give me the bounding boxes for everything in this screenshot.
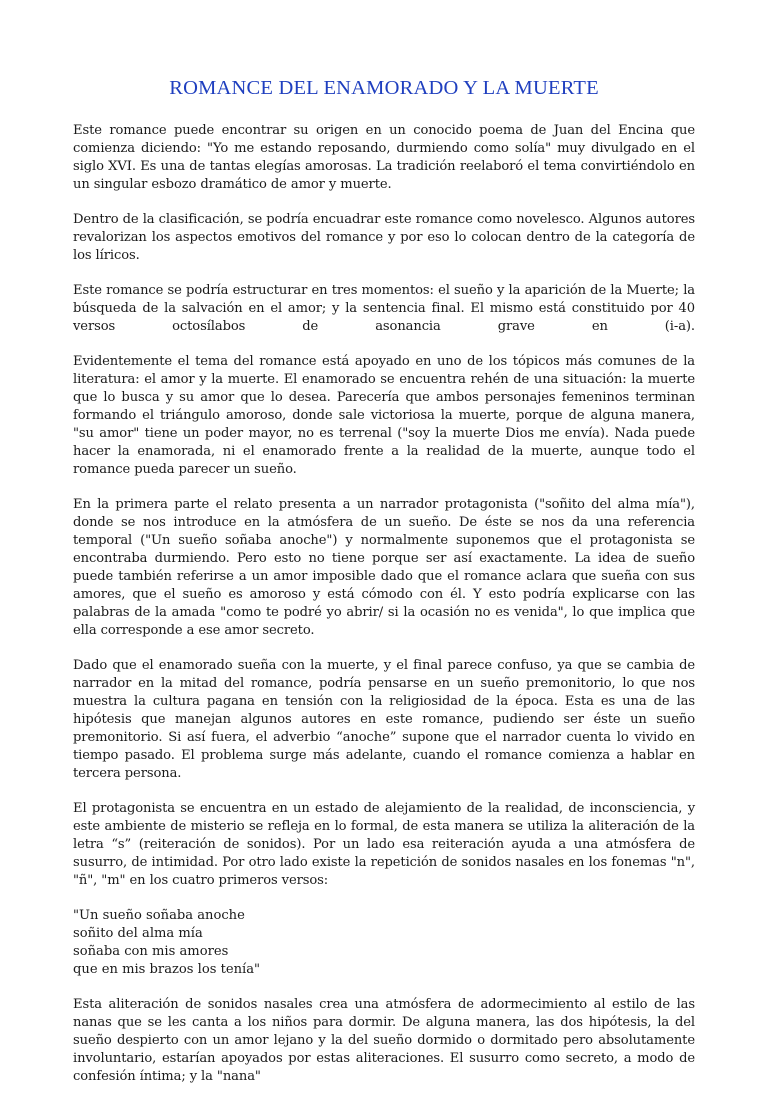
paragraph-first-part: En la primera parte el relato presenta a un narrador protagonista ("soñito del alma mía"), donde se nos introduce en la atmósfera de un sueño. De éste se nos da una referencia temporal ("Un sueño soñaba anoche") y normalmente suponemos que el protagonista se encontraba durmiendo. Pero esto no tiene porque ser así exactamente. La idea de sueño puede también referirse a un amor imposible dado que el romance aclara que sueña con sus amores, que el sueño es amoroso y está cómodo con él. Y esto podría explicarse con las palabras de la amada "como te podré yo abrir/ si la ocasión no es venida", lo que implica que ella corresponde a ese amor secreto.	[73, 497, 695, 638]
verse-line: que en mis brazos los tenía"	[73, 962, 261, 977]
paragraph-theme: Evidentemente el tema del romance está apoyado en uno de los tópicos más comunes de la literatura: el amor y la muerte. El enamorado se encuentra rehén de una situación: la muerte que lo busca y su amor que lo desea. Parecería que ambos personajes femeninos terminan formando el triángulo amoroso, donde sale victoriosa la muerte, porque de alguna manera, "su amor" tiene un poder mayor, no es terrenal ("soy la muerte Dios me envía). Nada puede hacer la enamorada, ni el enamorado frente a la realidad de la muerte, aunque todo el romance pueda parecer un sueño.	[73, 354, 695, 477]
paragraph-structure: Este romance se podría estructurar en tres momentos: el sueño y la aparición de la Muerte; la búsqueda de la salvación en el amor; y la sentencia final. El mismo está constituido por 40 versos octosílabos de asonancia grave en (i-a).	[73, 283, 695, 334]
paragraph-hypothesis: Dado que el enamorado sueña con la muerte, y el final parece confuso, ya que se cambia de narrador en la mitad del romance, podría pensarse en un sueño premonitorio, lo que nos muestra la cultura pagana en tensión con la religiosidad de la época. Esta es una de las hipótesis que manejan algunos autores en este romance, pudiendo ser éste un sueño premonitorio. Si así fuera, el adverbio “anoche” supone que el narrador cuenta lo vivido en tiempo pasado. El problema surge más adelante, cuando el romance comienza a hablar en tercera persona.	[73, 658, 695, 781]
verse-quote	[73, 907, 695, 979]
document-page	[73, 76, 695, 1103]
verse-line: soñito del alma mía	[73, 926, 203, 941]
document-title: ROMANCE DEL ENAMORADO Y LA MUERTE	[169, 77, 599, 99]
paragraph-classification: Dentro de la clasificación, se podría encuadrar este romance como novelesco. Algunos autores revalorizan los aspectos emotivos del romance y por eso lo colocan dentro de la categoría de los líricos.	[73, 212, 695, 263]
paragraph-origin: Este romance puede encontrar su origen en un conocido poema de Juan del Encina que comienza diciendo: "Yo me estando reposando, durmiendo como solía" muy divulgado en el siglo XVI. Es una de tantas elegías amorosas. La tradición reelaboró el tema convirtiéndolo en un singular esbozo dramático de amor y muerte.	[73, 123, 695, 192]
paragraph-nasal-sounds: Esta aliteración de sonidos nasales crea una atmósfera de adormecimiento al estilo de las nanas que se les canta a los niños para dormir. De alguna manera, las dos hipótesis, la del sueño despierto con un amor lejano y la del sueño dormido o dormitado pero absolutamente involuntario, estarían apoyados por estas aliteraciones. El susurro como secreto, a modo de confesión íntima; y la "nana"	[73, 997, 695, 1084]
paragraph-alliteration: El protagonista se encuentra en un estado de alejamiento de la realidad, de inconsciencia, y este ambiente de misterio se refleja en lo formal, de esta manera se utiliza la aliteración de la letra “s” (reiteración de sonidos). Por un lado esa reiteración ayuda a una atmósfera de susurro, de intimidad. Por otro lado existe la repetición de sonidos nasales en los fonemas "n", "ñ", "m" en los cuatro primeros versos:	[73, 801, 695, 888]
verse-line: "Un sueño soñaba anoche	[73, 908, 245, 923]
verse-line: soñaba con mis amores	[73, 944, 229, 959]
